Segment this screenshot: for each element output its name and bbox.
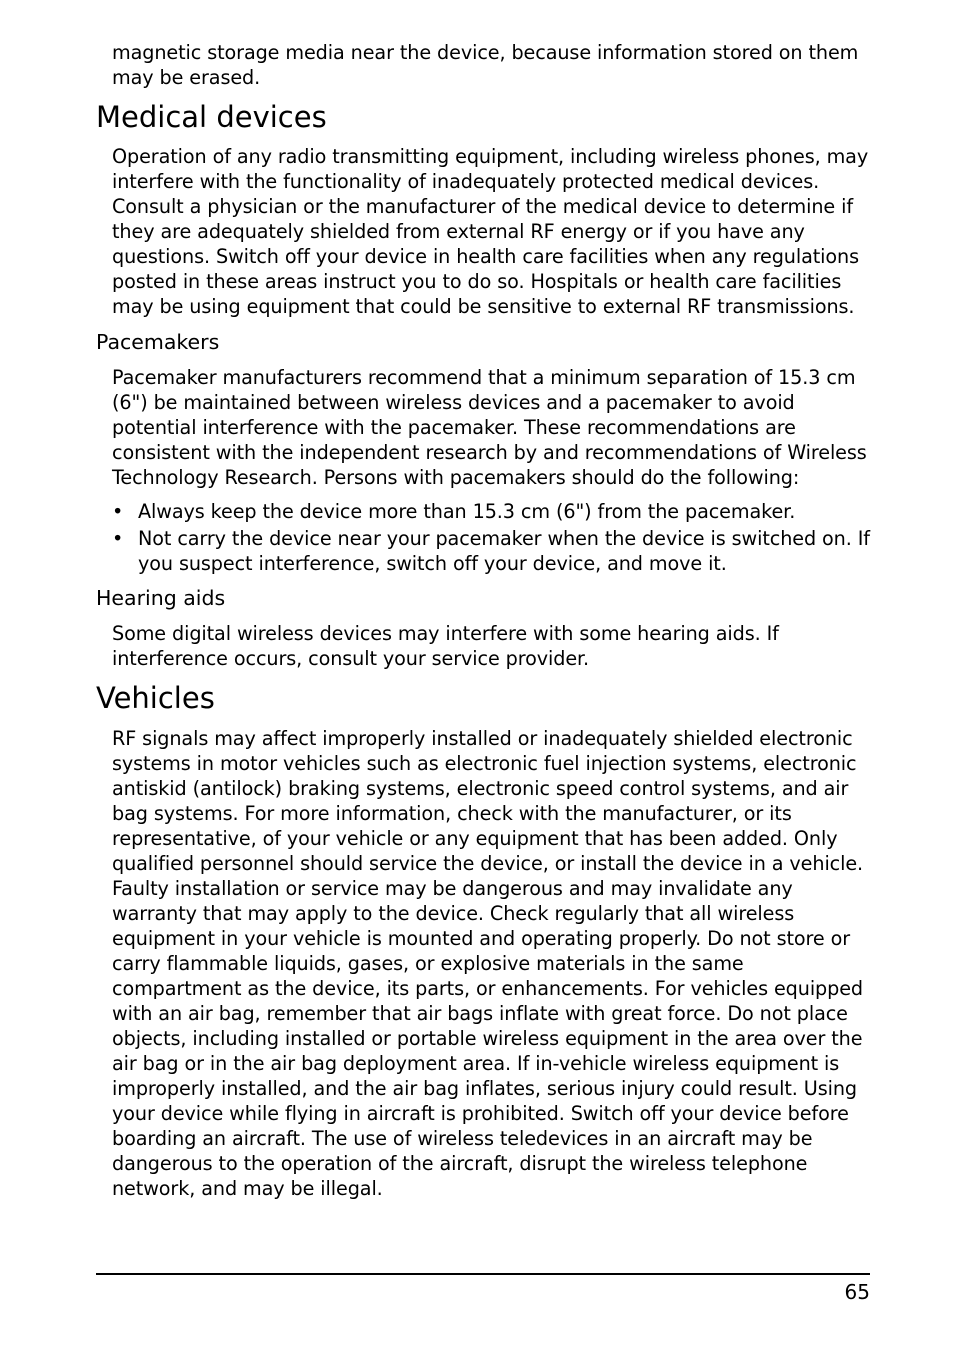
hearing-aids-heading: Hearing aids: [96, 586, 226, 610]
pacemakers-paragraph: Pacemaker manufacturers recommend that a minimum separation of 15.3 cm (6") be maintained between wireless devices and a pacemaker to avoid potential interference with the pacemaker. These recommendations are consistent with the independent research by and recommendations of Wireless Technology Research. Persons with pacemakers should do the following:: [112, 366, 867, 489]
list-item: [112, 499, 872, 524]
bullet-icon: •: [112, 527, 124, 550]
pacemakers-heading: Pacemakers: [96, 330, 220, 354]
vehicles-heading: Vehicles: [96, 681, 215, 715]
list-item: [112, 526, 872, 576]
pacemakers-bullet-list: [112, 499, 872, 578]
bullet-icon: •: [112, 500, 124, 523]
vehicles-paragraph: RF signals may affect improperly installed or inadequately shielded electronic systems in motor vehicles such as electronic fuel injection systems, electronic antiskid (antilock) braking systems, electronic speed control systems, and air bag systems. For more information, check with the manufacturer, or its representative, of your vehicle or any equipment that has been added. Only qualified personnel should service the device, or install the device in a vehicle. Faulty installation or service may be dangerous and may invalidate any warranty that may apply to the device. Check regularly that all wireless equipment in your vehicle is mounted and operating properly. Do not store or carry flammable liquids, gases, or explosive materials in the same compartment as the device, its parts, or enhancements. For vehicles equipped with an air bag, remember that air bags inflate with great force. Do not place objects, including installed or portable wireless equipment in the area over the air bag or in the air bag deployment area. If in-vehicle wireless equipment is improperly installed, and the air bag inflates, serious injury could result. Using your device while flying in aircraft is prohibited. Switch off your device before boarding an aircraft. The use of wireless teledevices in an aircraft may be dangerous to the operation of the aircraft, disrupt the wireless telephone network, and may be illegal.: [112, 727, 864, 1200]
medical-devices-heading: Medical devices: [96, 100, 327, 134]
intro-paragraph: magnetic storage media near the device, because information stored on them may be erased.: [112, 41, 859, 89]
footer-divider: [96, 1273, 870, 1275]
list-item-text: Always keep the device more than 15.3 cm (6") from the pacemaker.: [138, 500, 796, 523]
hearing-aids-paragraph: Some digital wireless devices may interfere with some hearing aids. If interference occurs, consult your service provider.: [112, 622, 779, 670]
page-number: 65: [844, 1280, 870, 1304]
medical-devices-paragraph: Operation of any radio transmitting equipment, including wireless phones, may interfere with the functionality of inadequately protected medical devices. Consult a physician or the manufacturer of the medical device to determine if they are adequately shielded from external RF energy or if you have any questions. Switch off your device in health care facilities when any regulations posted in these areas instruct you to do so. Hospitals or health care facilities may be using equipment that could be sensitive to external RF transmissions.: [112, 145, 869, 318]
list-item-text: Not carry the device near your pacemaker when the device is switched on. If you suspect interference, switch off your device, and move it.: [138, 527, 870, 575]
